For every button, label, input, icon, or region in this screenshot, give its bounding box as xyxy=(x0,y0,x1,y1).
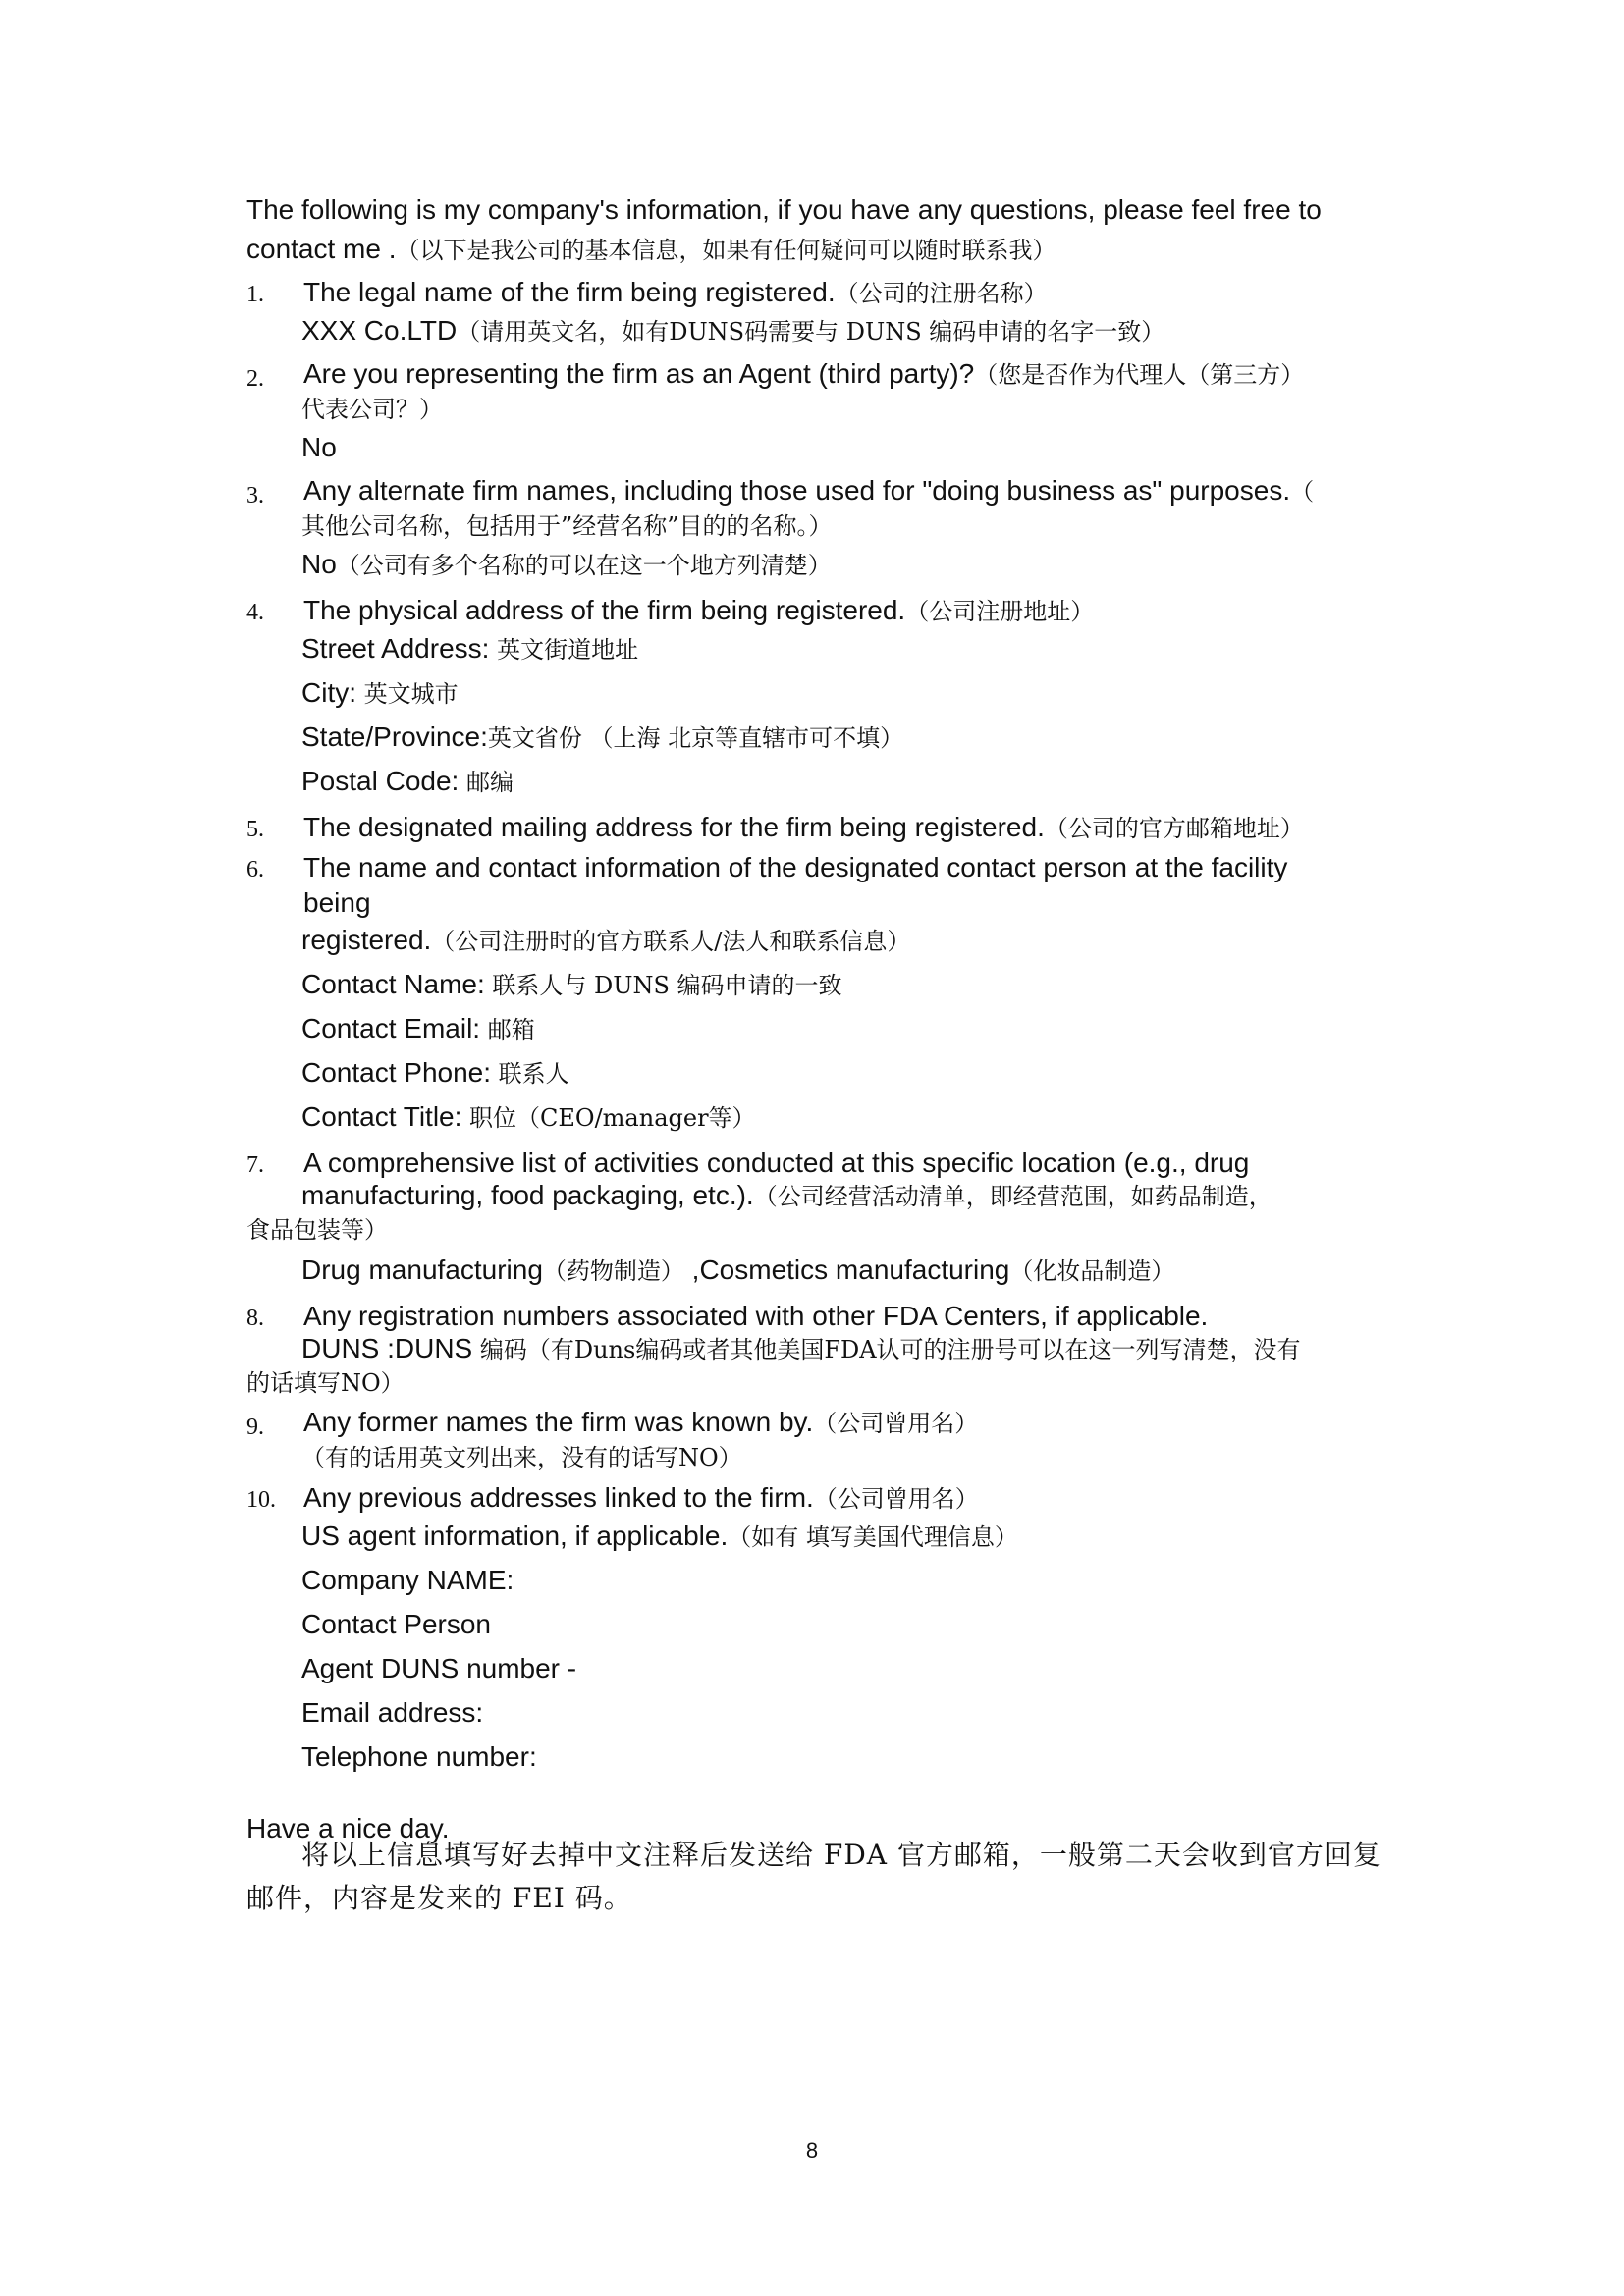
intro-paragraph xyxy=(246,192,1391,271)
list-item-2 xyxy=(246,359,1391,472)
list-item-8 xyxy=(246,1299,1391,1404)
field-label-contact-name: Contact Name: xyxy=(301,969,485,999)
item-number: 7. xyxy=(246,1152,264,1178)
item-number: 3. xyxy=(246,483,264,508)
item-question-en: The name and contact information of the designated contact person at the facility xyxy=(303,852,1288,882)
closing-text: Have a nice day. xyxy=(246,1813,450,1843)
field-label-email-address: Email address: xyxy=(301,1697,484,1728)
list-item-10 xyxy=(246,1480,1391,1782)
item-question-cn-cont: 食品包装等） xyxy=(246,1216,388,1244)
item-number: 9. xyxy=(246,1415,264,1440)
item-question-en: The designated mailing address for the firm being registered. xyxy=(303,812,1045,842)
field-label-agent-duns: Agent DUNS number - xyxy=(301,1653,577,1683)
item-answer-en: No xyxy=(301,549,337,579)
item-question-cn: （公司曾用名） xyxy=(813,1485,979,1513)
item-question-en: Are you representing the firm as an Agent (third party)? xyxy=(303,358,975,389)
item-number: 1. xyxy=(246,282,264,307)
field-label-contact-phone: Contact Phone: xyxy=(301,1057,492,1088)
field-label-city: City: xyxy=(301,677,356,708)
item-question-en: Any previous addresses linked to the firm. xyxy=(303,1482,814,1513)
intro-text-en: The following is my company's information, if you have any questions, please feel free to contact me . xyxy=(246,194,1322,264)
item-question-en-cont: being xyxy=(303,887,371,918)
item-question-en-cont2: registered. xyxy=(301,925,432,955)
page-number: 8 xyxy=(805,2138,819,2163)
item-question-en-cont: manufacturing, food packaging, etc.). xyxy=(301,1180,754,1210)
field-value-contact-phone: 联系人 xyxy=(491,1060,569,1088)
item-number: 2. xyxy=(246,366,264,392)
us-agent-heading-cn: （如有 填写美国代理信息） xyxy=(728,1523,1018,1551)
item-question-cn-cont: 代表公司？） xyxy=(301,396,443,423)
item-question-cn: （公司的注册名称） xyxy=(835,280,1048,307)
item-answer-cn: 编码（有Duns编码或者其他美国FDA认可的注册号可以在这一列写清楚，没有 xyxy=(472,1336,1301,1363)
field-value-contact-name: 联系人与 DUNS 编码申请的一致 xyxy=(484,972,842,999)
item-question-cn: （公司注册时的官方联系人/法人和联系信息） xyxy=(431,928,911,955)
item-number: 5. xyxy=(246,817,264,842)
field-value-city: 英文城市 xyxy=(356,680,459,708)
item-answer-en-2: ,Cosmetics manufacturing xyxy=(683,1255,1010,1285)
us-agent-heading-en: US agent information, if applicable. xyxy=(301,1521,729,1551)
item-number: 10. xyxy=(246,1487,276,1513)
list-item-5 xyxy=(246,810,1391,846)
item-question-cn: （公司注册地址） xyxy=(905,598,1095,625)
instruction-note: 将以上信息填写好去掉中文注释后发送给 FDA 官方邮箱，一般第二天会收到官方回复邮件，内容是发来的 FEI 码。 xyxy=(246,1839,1381,1914)
list-item-6 xyxy=(246,850,1391,1142)
item-question-en: The legal name of the firm being registered. xyxy=(303,277,836,307)
item-number: 6. xyxy=(246,857,264,882)
item-number: 4. xyxy=(246,600,264,625)
field-value-contact-title: 职位（CEO/manager等） xyxy=(461,1104,756,1132)
item-question-cn: （公司经营活动清单，即经营范围，如药品制造， xyxy=(753,1183,1272,1210)
item-answer-en: XXX Co.LTD xyxy=(301,315,458,346)
item-answer-cn: （公司有多个名称的可以在这一个地方列清楚） xyxy=(336,552,832,579)
field-label-telephone: Telephone number: xyxy=(301,1741,537,1772)
item-question-cn: （公司曾用名） xyxy=(813,1410,979,1437)
item-answer-cn-2: （化妆品制造） xyxy=(1009,1257,1175,1285)
item-answer-en-1: Drug manufacturing xyxy=(301,1255,543,1285)
item-answer-cn: （有的话用英文列出来，没有的话写NO） xyxy=(301,1444,742,1471)
field-label-contact-email: Contact Email: xyxy=(301,1013,481,1043)
item-question-en: A comprehensive list of activities conducted at this specific location (e.g., drug xyxy=(303,1148,1250,1178)
item-question-en: The physical address of the firm being registered. xyxy=(303,595,906,625)
list-item-9 xyxy=(246,1408,1391,1476)
item-question-en: Any former names the firm was known by. xyxy=(303,1407,814,1437)
list-item-1 xyxy=(246,275,1391,355)
item-question-cn: （ xyxy=(1290,478,1315,506)
list-item-4 xyxy=(246,593,1391,806)
field-value-street: 英文街道地址 xyxy=(489,636,639,664)
field-value-postal: 邮编 xyxy=(459,769,514,796)
list-item-3 xyxy=(246,476,1391,589)
item-question-cn: （公司的官方邮箱地址） xyxy=(1044,815,1304,842)
field-value-contact-email: 邮箱 xyxy=(480,1016,535,1043)
item-number: 8. xyxy=(246,1306,264,1331)
item-answer-en: No xyxy=(301,432,337,462)
field-label-company-name: Company NAME: xyxy=(301,1565,514,1595)
field-value-state: 英文省份 （上海 北京等直辖市可不填） xyxy=(487,724,904,752)
list-item-7 xyxy=(246,1146,1391,1295)
field-label-contact-title: Contact Title: xyxy=(301,1101,462,1132)
item-answer-cn-cont: 的话填写NO） xyxy=(246,1369,405,1397)
document-body xyxy=(246,192,1391,1851)
field-label-state: State/Province: xyxy=(301,721,488,752)
item-question-cn: （您是否作为代理人（第三方） xyxy=(974,361,1305,389)
item-question-en: Any registration numbers associated with other FDA Centers, if applicable. xyxy=(303,1301,1209,1331)
item-answer-cn-1: （药物制造） xyxy=(542,1257,684,1285)
item-answer-cn: （请用英文名，如有DUNS码需要与 DUNS 编码申请的名字一致） xyxy=(457,318,1165,346)
field-label-street: Street Address: xyxy=(301,633,490,664)
item-answer-en: DUNS :DUNS xyxy=(301,1333,473,1363)
item-question-cn-cont: 其他公司名称，包括用于”经营名称”目的的名称。） xyxy=(301,512,833,540)
field-label-contact-person: Contact Person xyxy=(301,1609,491,1639)
intro-text-cn: （以下是我公司的基本信息，如果有任何疑问可以随时联系我） xyxy=(396,237,1056,264)
field-label-postal: Postal Code: xyxy=(301,766,460,796)
item-question-en: Any alternate firm names, including those used for "doing business as" purposes. xyxy=(303,475,1291,506)
